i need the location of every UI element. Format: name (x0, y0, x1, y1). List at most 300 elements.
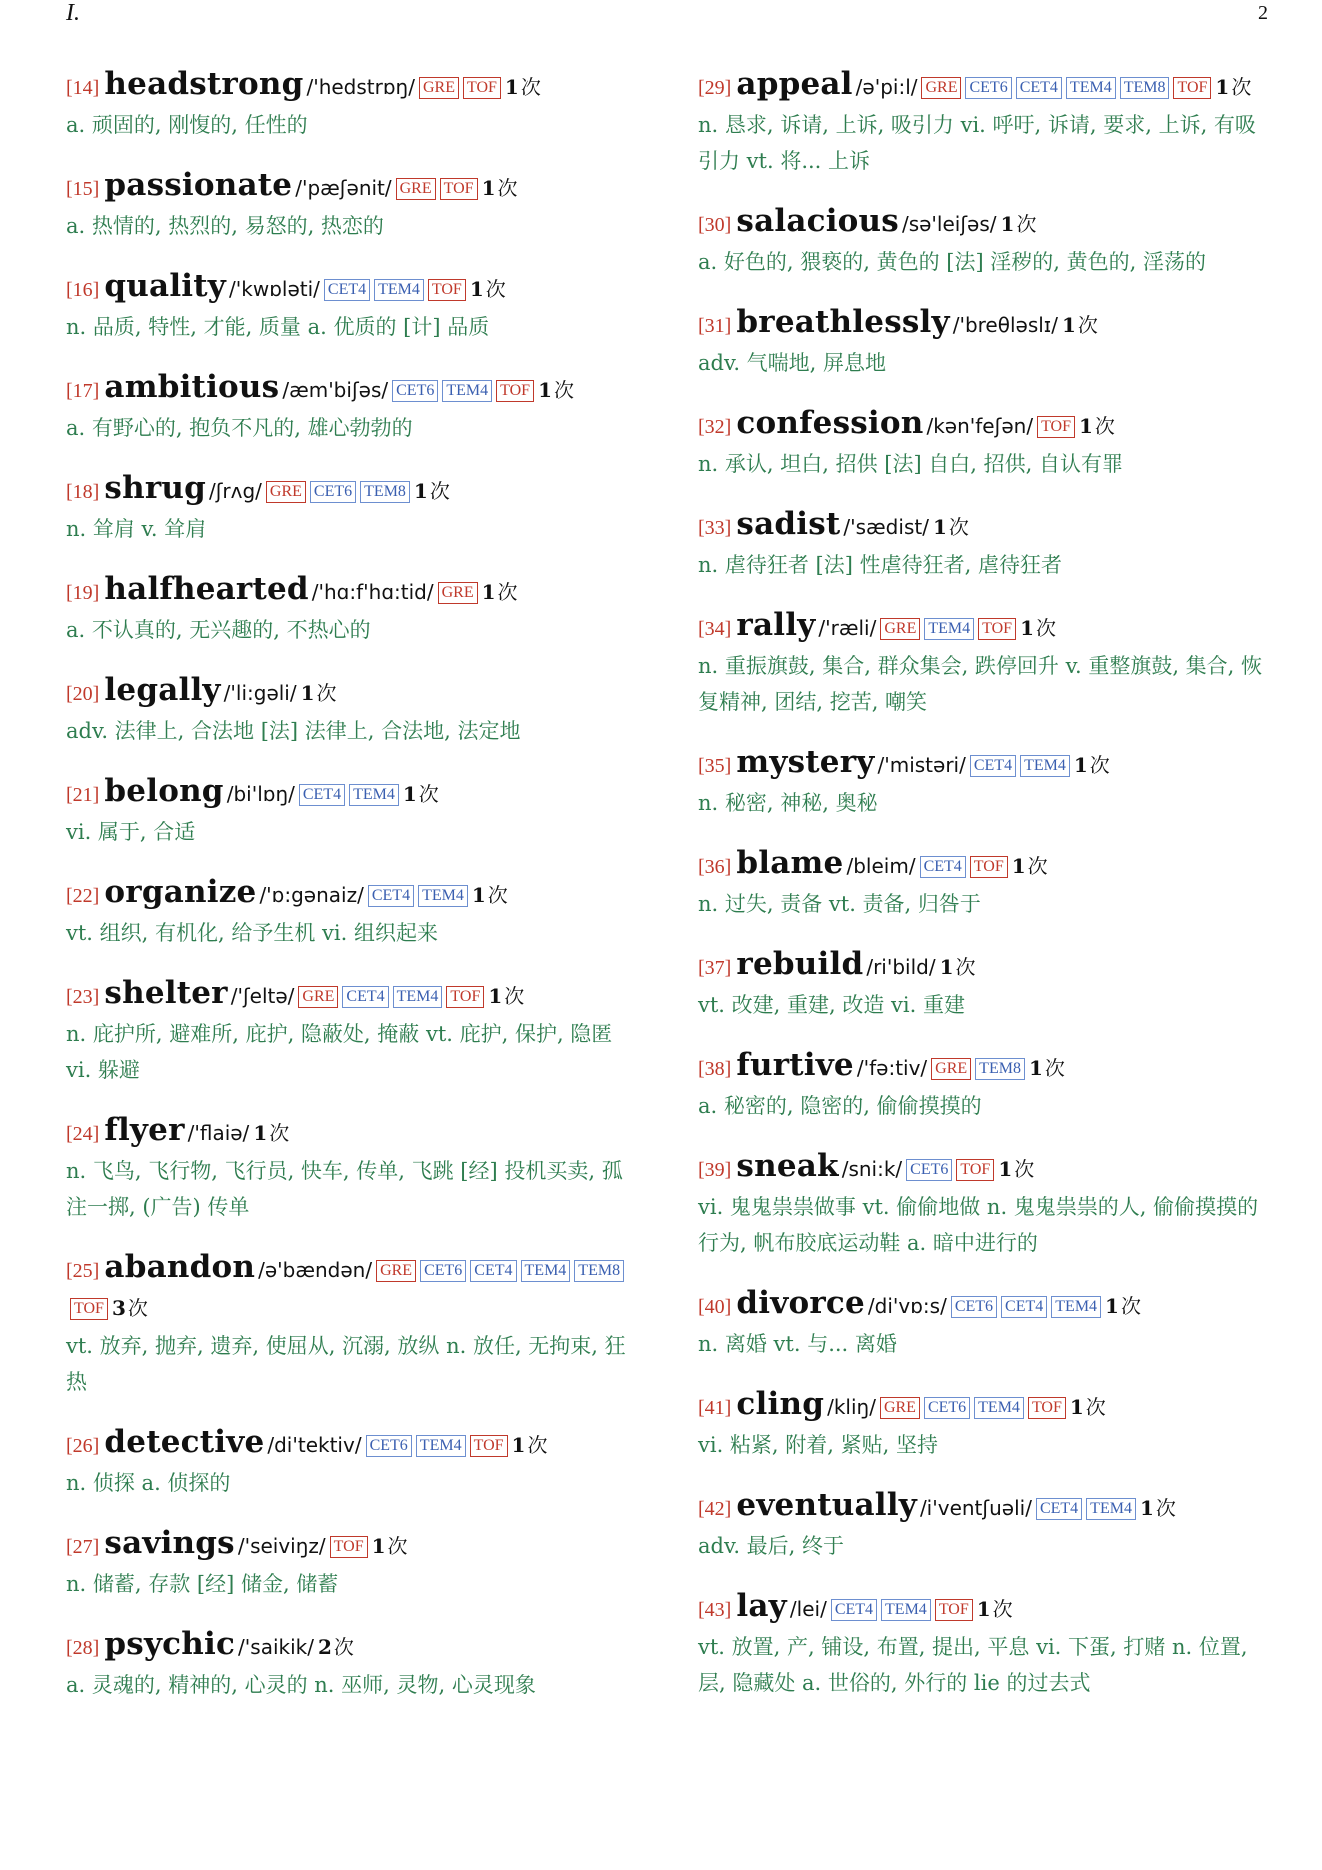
entry-number: [42] (698, 1498, 732, 1520)
vocab-entry (698, 66, 1270, 179)
exam-tag-tof: TOF (446, 986, 484, 1008)
vocab-entry (698, 845, 1270, 922)
exam-tag-tof: TOF (978, 618, 1016, 640)
occurrence-count: 1 (1028, 1056, 1043, 1080)
count-suffix: 次 (1044, 1056, 1065, 1080)
definition: vt. 改建, 重建, 改造 vi. 重建 (698, 993, 965, 1017)
headword: shelter (104, 975, 228, 1011)
occurrence-count: 1 (1000, 212, 1015, 236)
vocab-entry (698, 506, 1270, 583)
definition: n. 庇护所, 避难所, 庇护, 隐蔽处, 掩蔽 vt. 庇护, 保护, 隐匿 vi. 躲避 (66, 1022, 613, 1082)
headword: abandon (104, 1249, 256, 1285)
definition: a. 秘密的, 隐密的, 偷偷摸摸的 (698, 1094, 982, 1118)
headword: flyer (104, 1112, 185, 1148)
count-suffix: 次 (485, 277, 506, 301)
headword: blame (736, 845, 844, 881)
phonetic: /ə'pi:l/ (855, 75, 918, 99)
count-suffix: 次 (333, 1635, 354, 1659)
headword: sadist (736, 506, 841, 542)
entry-headline (66, 1525, 638, 1566)
exam-tag-tem4: TEM4 (349, 784, 399, 806)
definition: adv. 气喘地, 屏息地 (698, 351, 887, 375)
headword: lay (736, 1588, 787, 1624)
headword: legally (104, 672, 221, 708)
definition: n. 耸肩 v. 耸肩 (66, 517, 207, 541)
count-suffix: 次 (1231, 75, 1252, 99)
exam-tag-tof: TOF (935, 1599, 973, 1621)
count-suffix: 次 (1027, 854, 1048, 878)
occurrence-count: 1 (1215, 75, 1230, 99)
entry-number: [31] (698, 315, 732, 337)
headword: rally (736, 607, 816, 643)
definition: vi. 属于, 合适 (66, 820, 196, 844)
entry-headline (698, 1148, 1270, 1189)
entry-number: [26] (66, 1435, 100, 1457)
count-suffix: 次 (497, 176, 518, 200)
exam-tag-tem8: TEM8 (1120, 77, 1170, 99)
headword: breathlessly (736, 304, 950, 340)
phonetic: /i'ventʃuəli/ (919, 1496, 1032, 1520)
definition: a. 灵魂的, 精神的, 心灵的 n. 巫师, 灵物, 心灵现象 (66, 1673, 536, 1697)
count-suffix: 次 (527, 1433, 548, 1457)
entry-headline (698, 1487, 1270, 1528)
exam-tag-tem4: TEM4 (1051, 1296, 1101, 1318)
definition: n. 过失, 责备 vt. 责备, 归咎于 (698, 892, 981, 916)
count-suffix: 次 (992, 1597, 1013, 1621)
exam-tag-cet6: CET6 (951, 1296, 997, 1318)
entry-headline (698, 66, 1270, 107)
entry-headline (698, 1588, 1270, 1629)
headword: confession (736, 405, 924, 441)
exam-tag-tem4: TEM4 (974, 1397, 1024, 1419)
entry-headline (66, 975, 638, 1016)
phonetic: /'hedstrɒŋ/ (306, 75, 415, 99)
definition: vt. 组织, 有机化, 给予生机 vi. 组织起来 (66, 921, 438, 945)
definition: n. 重振旗鼓, 集合, 群众集会, 跌停回升 v. 重整旗鼓, 集合, 恢复精神, 团结, 挖苦, 嘲笑 (698, 654, 1263, 714)
exam-tag-cet4: CET4 (1001, 1296, 1047, 1318)
entry-number: [30] (698, 214, 732, 236)
entry-headline (66, 66, 638, 107)
phonetic: /di'tektiv/ (267, 1433, 362, 1457)
phonetic: /'breθləslɪ/ (952, 313, 1058, 337)
exam-tag-cet6: CET6 (924, 1397, 970, 1419)
entry-number: [36] (698, 856, 732, 878)
entry-number: [20] (66, 683, 100, 705)
left-column (66, 66, 638, 1703)
occurrence-count: 1 (469, 277, 484, 301)
exam-tag-tem4: TEM4 (1086, 1498, 1136, 1520)
count-suffix: 次 (127, 1296, 148, 1320)
occurrence-count: 1 (488, 984, 503, 1008)
entry-number: [24] (66, 1123, 100, 1145)
vocab-entry (698, 744, 1270, 821)
count-suffix: 次 (269, 1121, 290, 1145)
entry-headline (66, 571, 638, 612)
count-suffix: 次 (1094, 414, 1115, 438)
exam-tag-gre: GRE (921, 77, 961, 99)
exam-tag-cet6: CET6 (906, 1159, 952, 1181)
definition: a. 不认真的, 无兴趣的, 不热心的 (66, 618, 371, 642)
phonetic: /'saikik/ (238, 1635, 314, 1659)
occurrence-count: 1 (253, 1121, 268, 1145)
occurrence-count: 1 (413, 479, 428, 503)
phonetic: /'pæʃənit/ (295, 176, 392, 200)
entry-number: [14] (66, 77, 100, 99)
occurrence-count: 1 (402, 782, 417, 806)
entry-number: [17] (66, 380, 100, 402)
count-suffix: 次 (418, 782, 439, 806)
definition: n. 恳求, 诉请, 上诉, 吸引力 vi. 呼吁, 诉请, 要求, 上诉, 有吸引力 vt. 将... 上诉 (698, 113, 1256, 173)
occurrence-count: 1 (538, 378, 552, 402)
phonetic: /'sædist/ (843, 515, 929, 539)
phonetic: /'seiviŋz/ (237, 1534, 326, 1558)
entry-number: [32] (698, 416, 732, 438)
vocab-entry (698, 203, 1270, 280)
exam-tag-tem4: TEM4 (393, 986, 443, 1008)
occurrence-count: 1 (1061, 313, 1076, 337)
headword: appeal (736, 66, 853, 102)
entry-headline (66, 470, 638, 511)
headword: cling (736, 1386, 825, 1422)
occurrence-count: 1 (1073, 753, 1088, 777)
definition: adv. 法律上, 合法地 [法] 法律上, 合法地, 法定地 (66, 719, 521, 743)
vocab-entry (66, 1525, 638, 1602)
exam-tag-gre: GRE (298, 986, 338, 1008)
occurrence-count: 1 (1105, 1294, 1119, 1318)
entry-number: [22] (66, 885, 100, 907)
headword: eventually (736, 1487, 917, 1523)
occurrence-count: 1 (976, 1597, 991, 1621)
definition: n. 秘密, 神秘, 奥秘 (698, 791, 878, 815)
vocab-entry (698, 1047, 1270, 1124)
headword: belong (104, 773, 224, 809)
headword: halfhearted (104, 571, 309, 607)
entry-headline (66, 268, 638, 309)
vocab-entry (698, 1588, 1270, 1701)
entry-number: [34] (698, 618, 732, 640)
entry-headline (698, 744, 1270, 785)
phonetic: /'ɒ:gənaiz/ (259, 883, 364, 907)
count-suffix: 次 (1036, 616, 1056, 640)
definition: n. 飞鸟, 飞行物, 飞行员, 快车, 传单, 飞跳 [经] 投机买卖, 孤注一掷, (广告) 传单 (66, 1159, 623, 1219)
phonetic: /bleim/ (846, 854, 916, 878)
definition: a. 顽固的, 刚愎的, 任性的 (66, 113, 308, 137)
phonetic: /lei/ (789, 1597, 827, 1621)
occurrence-count: 1 (939, 955, 954, 979)
exam-tag-tem8: TEM8 (360, 481, 410, 503)
entry-number: [23] (66, 986, 100, 1008)
exam-tag-tem4: TEM4 (374, 279, 424, 301)
exam-tag-cet4: CET4 (324, 279, 370, 301)
phonetic: /'ʃeltə/ (230, 984, 295, 1008)
exam-tag-tem4: TEM4 (1066, 77, 1116, 99)
exam-tag-gre: GRE (376, 1260, 416, 1282)
definition: n. 储蓄, 存款 [经] 储金, 储蓄 (66, 1572, 339, 1596)
occurrence-count: 1 (300, 681, 315, 705)
count-suffix: 次 (1085, 1395, 1106, 1419)
vocab-entry (698, 607, 1270, 720)
definition: adv. 最后, 终于 (698, 1534, 845, 1558)
entry-headline (66, 1112, 638, 1153)
definition: a. 有野心的, 抱负不凡的, 雄心勃勃的 (66, 416, 413, 440)
exam-tag-tof: TOF (1173, 77, 1211, 99)
vocab-entry (698, 946, 1270, 1023)
entry-headline (698, 1386, 1270, 1427)
exam-tag-tem4: TEM4 (442, 380, 492, 402)
phonetic: /ri'bild/ (866, 955, 936, 979)
count-suffix: 次 (387, 1534, 408, 1558)
entry-headline (66, 672, 638, 713)
entry-headline (698, 1047, 1270, 1088)
phonetic: /di'vɒ:s/ (867, 1294, 947, 1318)
vocab-entry (66, 268, 638, 345)
entry-headline (66, 1249, 638, 1328)
occurrence-count: 1 (504, 75, 519, 99)
phonetic: /'flaiə/ (187, 1121, 250, 1145)
occurrence-count: 3 (111, 1296, 126, 1320)
exam-tag-cet4: CET4 (920, 856, 966, 878)
entry-headline (66, 369, 638, 410)
right-column (698, 66, 1270, 1701)
vocab-entry (66, 1112, 638, 1225)
exam-tag-tof: TOF (1028, 1397, 1066, 1419)
occurrence-count: 1 (932, 515, 947, 539)
exam-tag-tof: TOF (496, 380, 534, 402)
phonetic: /'ræli/ (818, 616, 877, 640)
exam-tag-cet6: CET6 (392, 380, 438, 402)
exam-tag-tof: TOF (956, 1159, 994, 1181)
headword: ambitious (104, 369, 280, 405)
entry-headline (66, 167, 638, 208)
occurrence-count: 1 (511, 1433, 526, 1457)
definition: vi. 鬼鬼祟祟做事 vt. 偷偷地做 n. 鬼鬼祟祟的人, 偷偷摸摸的行为, 帆布胶底运动鞋 a. 暗中进行的 (698, 1195, 1259, 1255)
definition: n. 侦探 a. 侦探的 (66, 1471, 231, 1495)
exam-tag-tof: TOF (330, 1536, 368, 1558)
vocab-entry (66, 571, 638, 648)
vocab-entry (66, 66, 638, 143)
exam-tag-tof: TOF (470, 1435, 508, 1457)
exam-tag-gre: GRE (419, 77, 459, 99)
page-number: 2 (1258, 2, 1268, 24)
vocab-entry (66, 672, 638, 749)
exam-tag-cet4: CET4 (1016, 77, 1062, 99)
entry-number: [21] (66, 784, 100, 806)
page-header-section: I. (66, 0, 80, 26)
vocab-entry (66, 369, 638, 446)
entry-headline (698, 946, 1270, 987)
headword: headstrong (104, 66, 304, 102)
entry-headline (698, 203, 1270, 244)
entry-headline (698, 405, 1270, 446)
headword: savings (104, 1525, 235, 1561)
occurrence-count: 1 (481, 580, 496, 604)
entry-headline (698, 1285, 1270, 1326)
exam-tag-cet6: CET6 (310, 481, 356, 503)
entry-number: [38] (698, 1058, 732, 1080)
exam-tag-tof: TOF (70, 1298, 108, 1320)
vocab-entry (66, 874, 638, 951)
headword: divorce (736, 1285, 865, 1321)
headword: shrug (104, 470, 206, 506)
headword: passionate (104, 167, 293, 203)
entry-headline (66, 1626, 638, 1667)
exam-tag-tof: TOF (970, 856, 1008, 878)
headword: rebuild (736, 946, 864, 982)
occurrence-count: 1 (998, 1157, 1013, 1181)
vocab-entry (66, 1249, 638, 1400)
definition: n. 离婚 vt. 与... 离婚 (698, 1332, 897, 1356)
phonetic: /ʃrʌg/ (208, 479, 262, 503)
vocab-entry (66, 1626, 638, 1703)
phonetic: /kən'feʃən/ (926, 414, 1034, 438)
count-suffix: 次 (1077, 313, 1098, 337)
definition: a. 热情的, 热烈的, 易怒的, 热恋的 (66, 214, 384, 238)
count-suffix: 次 (1155, 1496, 1176, 1520)
exam-tag-cet4: CET4 (1036, 1498, 1082, 1520)
entry-headline (66, 874, 638, 915)
vocab-entry (698, 1285, 1270, 1362)
headword: salacious (736, 203, 899, 239)
exam-tag-gre: GRE (931, 1058, 971, 1080)
exam-tag-cet6: CET6 (420, 1260, 466, 1282)
entry-number: [18] (66, 481, 100, 503)
entry-number: [39] (698, 1159, 732, 1181)
entry-number: [27] (66, 1536, 100, 1558)
exam-tag-tem4: TEM4 (924, 618, 974, 640)
count-suffix: 次 (487, 883, 508, 907)
count-suffix: 次 (520, 75, 541, 99)
phonetic: /'kwɒləti/ (229, 277, 320, 301)
headword: detective (104, 1424, 265, 1460)
occurrence-count: 1 (1069, 1395, 1084, 1419)
entry-number: [19] (66, 582, 100, 604)
headword: sneak (736, 1148, 839, 1184)
exam-tag-cet6: CET6 (965, 77, 1011, 99)
phonetic: /æm'biʃəs/ (282, 378, 389, 402)
entry-number: [35] (698, 755, 732, 777)
headword: quality (104, 268, 227, 304)
entry-number: [33] (698, 517, 732, 539)
exam-tag-tem8: TEM8 (574, 1260, 624, 1282)
exam-tag-tof: TOF (1037, 416, 1075, 438)
exam-tag-gre: GRE (396, 178, 436, 200)
exam-tag-gre: GRE (438, 582, 478, 604)
entry-headline (698, 607, 1270, 648)
vocab-entry (698, 1386, 1270, 1463)
entry-headline (66, 773, 638, 814)
entry-number: [29] (698, 77, 732, 99)
exam-tag-gre: GRE (880, 1397, 920, 1419)
entry-number: [25] (66, 1260, 100, 1282)
definition: n. 虐待狂者 [法] 性虐待狂者, 虐待狂者 (698, 553, 1062, 577)
exam-tag-tem4: TEM4 (1020, 755, 1070, 777)
vocab-entry (698, 304, 1270, 381)
count-suffix: 次 (1120, 1294, 1141, 1318)
exam-tag-gre: GRE (266, 481, 306, 503)
headword: organize (104, 874, 257, 910)
occurrence-count: 1 (1020, 616, 1034, 640)
entry-number: [16] (66, 279, 100, 301)
entry-headline (698, 304, 1270, 345)
entry-number: [15] (66, 178, 100, 200)
vocab-entry (66, 773, 638, 850)
vocab-entry (66, 167, 638, 244)
definition: vi. 粘紧, 附着, 紧贴, 坚持 (698, 1433, 938, 1457)
occurrence-count: 1 (1139, 1496, 1154, 1520)
headword: psychic (104, 1626, 236, 1662)
entry-headline (698, 845, 1270, 886)
vocab-entry (698, 405, 1270, 482)
count-suffix: 次 (497, 580, 518, 604)
phonetic: /'fə:tiv/ (856, 1056, 928, 1080)
phonetic: /'hɑ:f'hɑ:tid/ (311, 580, 434, 604)
entry-number: [43] (698, 1599, 732, 1621)
exam-tag-cet4: CET4 (970, 755, 1016, 777)
vocab-entry (66, 1424, 638, 1501)
definition: vt. 放弃, 抛弃, 遗弃, 使屈从, 沉溺, 放纵 n. 放任, 无拘束, 狂热 (66, 1334, 626, 1394)
exam-tag-cet4: CET4 (831, 1599, 877, 1621)
occurrence-count: 2 (317, 1635, 332, 1659)
headword: furtive (736, 1047, 854, 1083)
vocab-entry (698, 1487, 1270, 1564)
exam-tag-tof: TOF (428, 279, 466, 301)
exam-tag-cet4: CET4 (368, 885, 414, 907)
definition: n. 品质, 特性, 才能, 质量 a. 优质的 [计] 品质 (66, 315, 490, 339)
entry-headline (698, 506, 1270, 547)
exam-tag-tem4: TEM4 (416, 1435, 466, 1457)
exam-tag-cet4: CET4 (299, 784, 345, 806)
count-suffix: 次 (316, 681, 337, 705)
count-suffix: 次 (553, 378, 574, 402)
occurrence-count: 1 (371, 1534, 386, 1558)
count-suffix: 次 (955, 955, 976, 979)
count-suffix: 次 (504, 984, 525, 1008)
occurrence-count: 1 (1079, 414, 1093, 438)
entry-number: [41] (698, 1397, 732, 1419)
count-suffix: 次 (1016, 212, 1037, 236)
phonetic: /sni:k/ (841, 1157, 903, 1181)
count-suffix: 次 (1014, 1157, 1035, 1181)
entry-number: [37] (698, 957, 732, 979)
exam-tag-cet6: CET6 (366, 1435, 412, 1457)
exam-tag-cet4: CET4 (342, 986, 388, 1008)
vocab-entry (66, 975, 638, 1088)
occurrence-count: 1 (1011, 854, 1026, 878)
exam-tag-tem4: TEM4 (521, 1260, 571, 1282)
occurrence-count: 1 (481, 176, 496, 200)
definition: vt. 放置, 产, 铺设, 布置, 提出, 平息 vi. 下蛋, 打赌 n. 位置, 层, 隐藏处 a. 世俗的, 外行的 lie 的过去式 (698, 1635, 1248, 1695)
phonetic: /'mistəri/ (877, 753, 966, 777)
phonetic: /bi'lɒŋ/ (226, 782, 295, 806)
count-suffix: 次 (948, 515, 969, 539)
phonetic: /'li:gəli/ (223, 681, 297, 705)
exam-tag-tem8: TEM8 (975, 1058, 1025, 1080)
headword: mystery (736, 744, 875, 780)
exam-tag-tof: TOF (440, 178, 478, 200)
definition: n. 承认, 坦白, 招供 [法] 自白, 招供, 自认有罪 (698, 452, 1124, 476)
count-suffix: 次 (429, 479, 450, 503)
exam-tag-gre: GRE (880, 618, 920, 640)
entry-number: [28] (66, 1637, 100, 1659)
exam-tag-tof: TOF (463, 77, 501, 99)
phonetic: /ə'bændən/ (258, 1258, 373, 1282)
vocab-entry (698, 1148, 1270, 1261)
count-suffix: 次 (1089, 753, 1110, 777)
phonetic: /sə'leiʃəs/ (901, 212, 997, 236)
exam-tag-tem4: TEM4 (881, 1599, 931, 1621)
phonetic: /kliŋ/ (827, 1395, 876, 1419)
exam-tag-cet4: CET4 (470, 1260, 516, 1282)
